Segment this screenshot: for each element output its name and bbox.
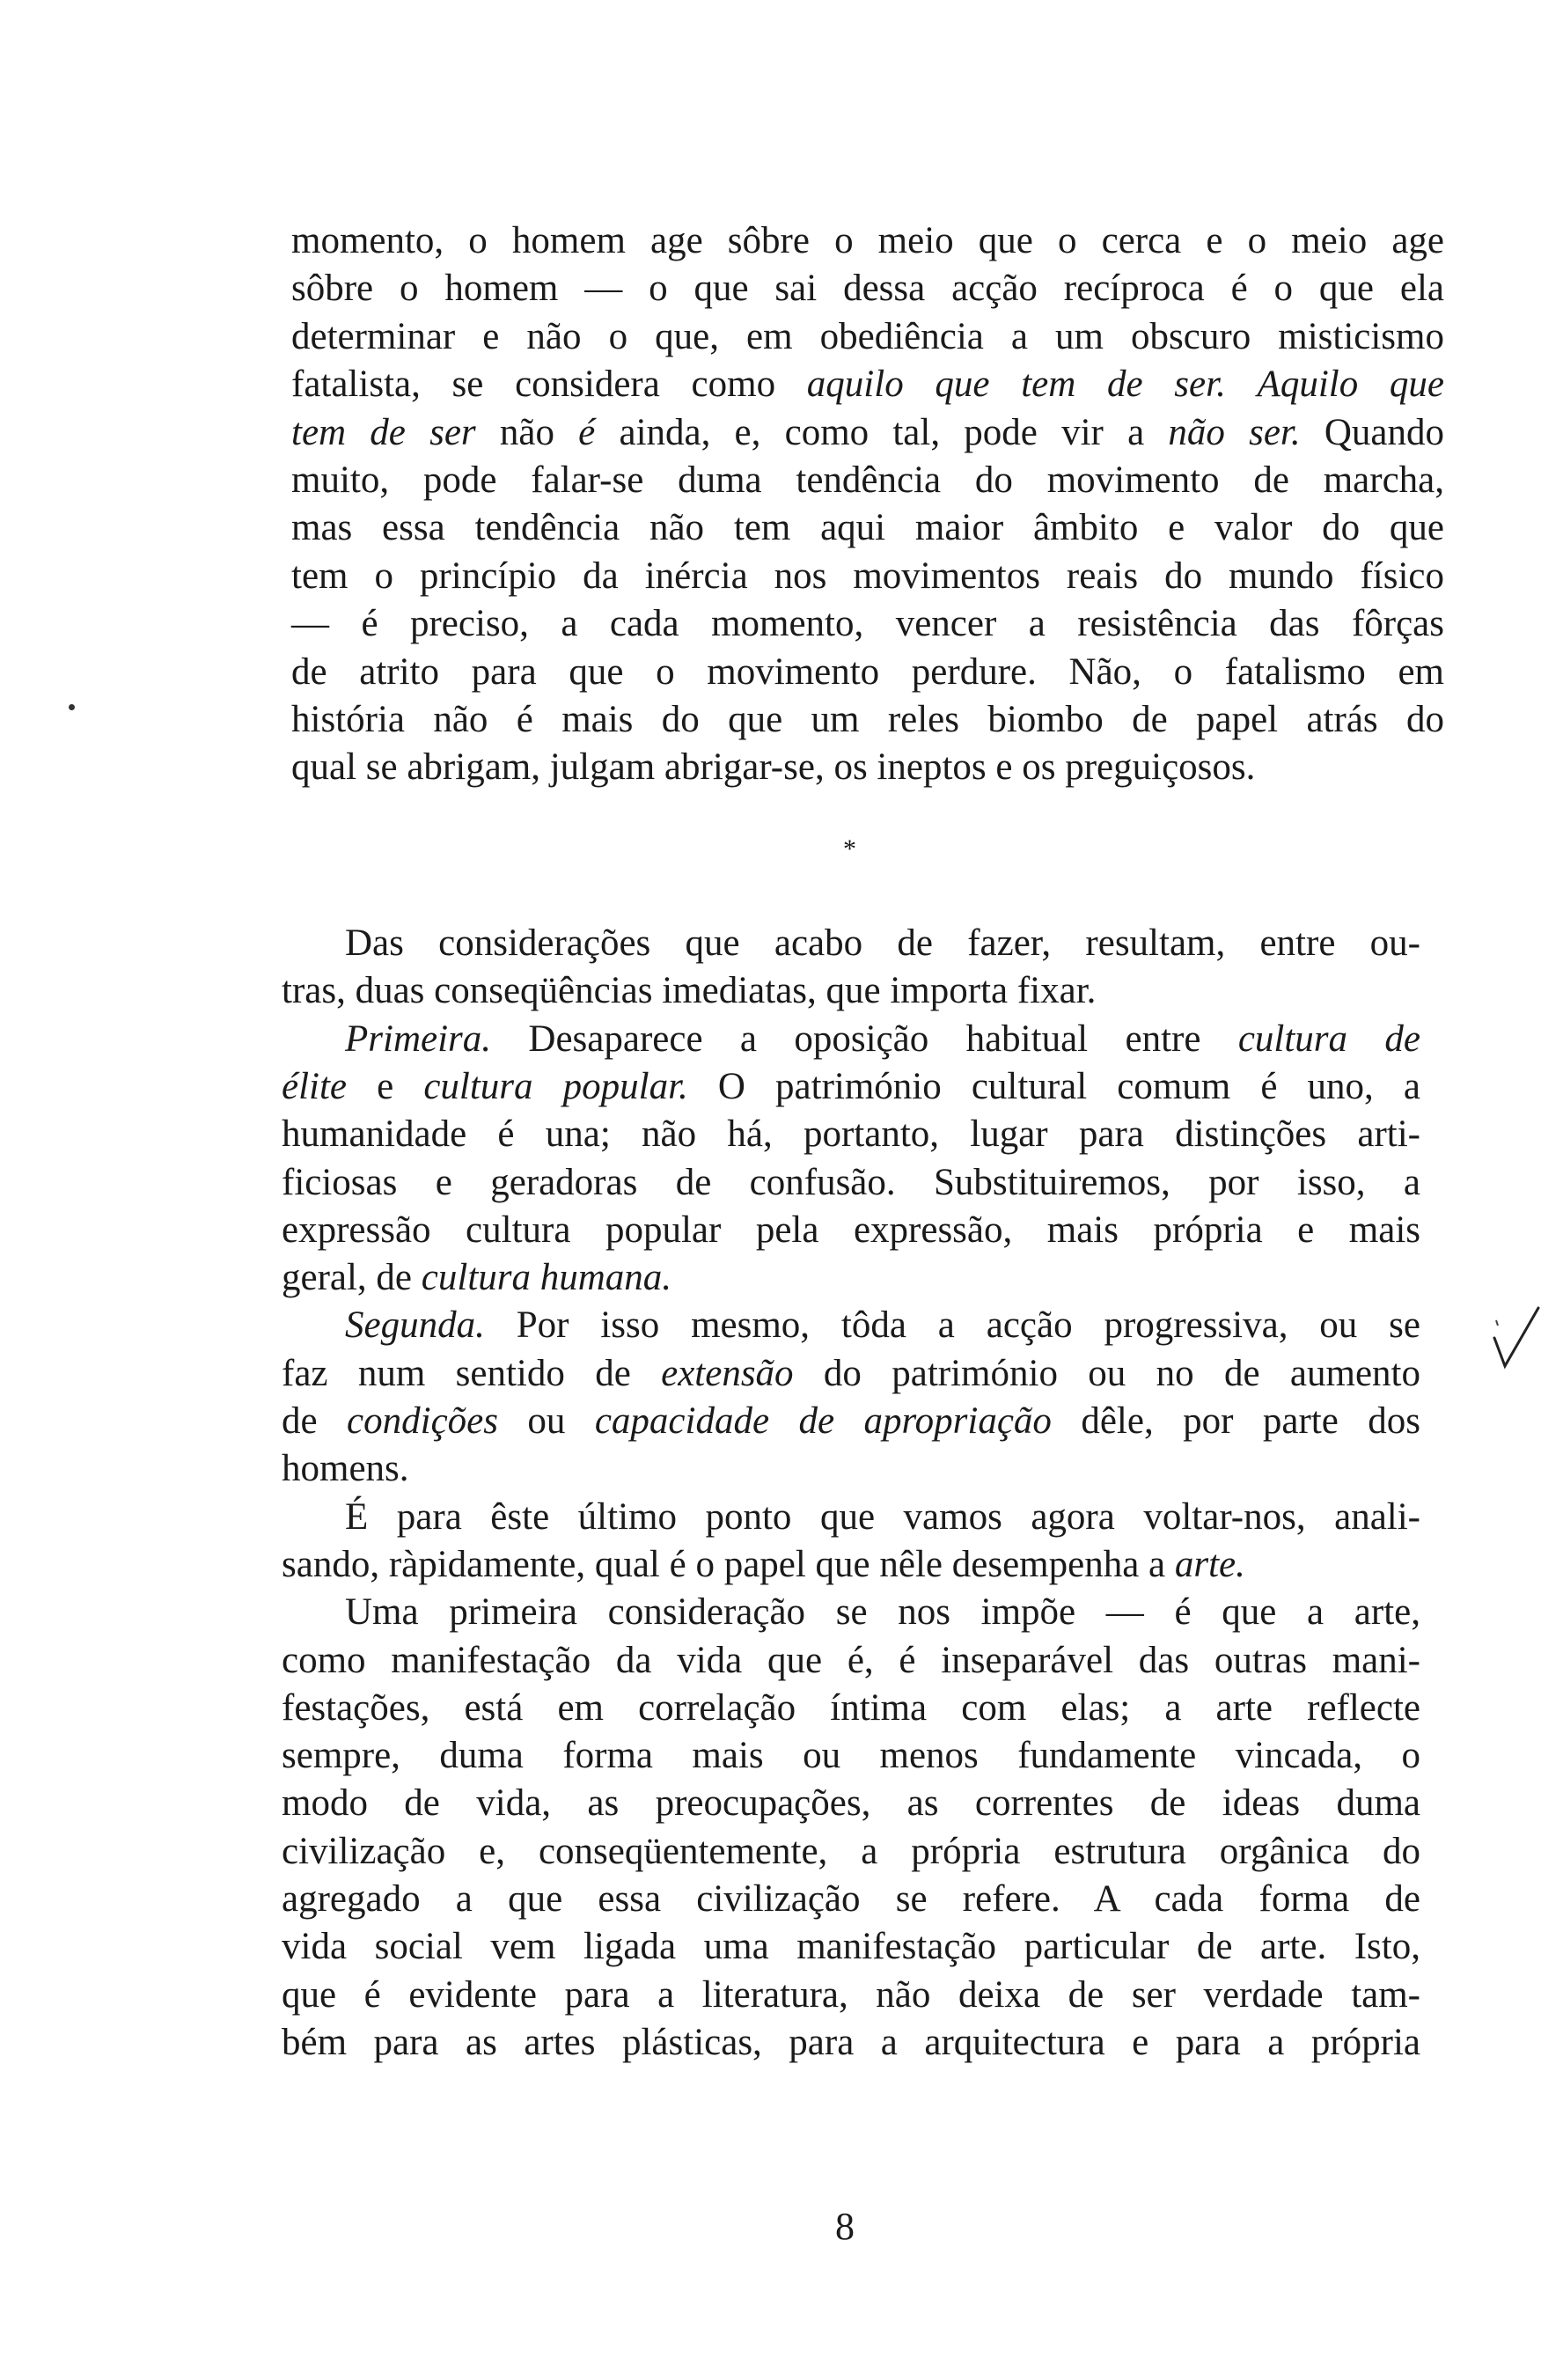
text-line: civilização e, conseqüentemente, a própria estrutura orgânica do <box>282 1830 1420 1872</box>
text-line: — é preciso, a cada momento, vencer a resistência das fôrças <box>291 603 1444 645</box>
page-number: 8 <box>835 2205 855 2248</box>
text-line: sôbre o homem — o que sai dessa acção recíproca é o que ela <box>291 268 1444 310</box>
italic-phrase: Primeira. <box>345 1017 492 1060</box>
section-separator: * <box>843 834 856 863</box>
text-line: modo de vida, as preocupações, as correntes de ideas duma <box>282 1782 1420 1825</box>
italic-phrase: cultura de <box>1237 1017 1420 1060</box>
text-line: ficiosas e geradoras de confusão. Substituiremos, por isso, a <box>282 1161 1420 1203</box>
text-line: sempre, duma forma mais ou menos fundamente vincada, o <box>282 1735 1420 1777</box>
text-line: geral, de cultura humana. <box>282 1257 672 1299</box>
text-line: tem de ser não é ainda, e, como tal, pode vir a não ser. Quando <box>291 411 1444 453</box>
italic-phrase: cultura popular. <box>423 1065 688 1107</box>
italic-phrase: arte. <box>1174 1543 1245 1585</box>
margin-dot-mark <box>69 704 75 710</box>
text-line: como manifestação da vida que é, é inseparável das outras mani- <box>282 1639 1420 1681</box>
text-line: Segunda. Por isso mesmo, tôda a acção progressiva, ou se <box>345 1304 1420 1347</box>
text-line: homens. <box>282 1448 409 1490</box>
text-line: festações, está em correlação íntima com elas; a arte reflecte <box>282 1686 1420 1729</box>
text-line: história não é mais do que um reles biombo de papel atrás do <box>291 699 1444 740</box>
italic-phrase: aquilo que tem de ser. <box>806 364 1226 406</box>
text-line: expressão cultura popular pela expressão, mais própria e mais <box>282 1208 1420 1251</box>
italic-phrase: cultura humana. <box>421 1257 672 1299</box>
italic-phrase: extensão <box>661 1352 794 1394</box>
text-line: fatalista, se considera como aquilo que tem de ser. Aquilo que <box>291 364 1445 406</box>
text-line: de atrito para que o movimento perdure. Não, o fatalismo em <box>291 650 1444 693</box>
text-line: É para êste último ponto que vamos agora voltar-nos, anali- <box>345 1495 1420 1538</box>
text-line: muito, pode falar-se duma tendência do movimento de marcha, <box>291 459 1444 501</box>
italic-phrase: condições <box>347 1400 498 1442</box>
italic-phrase: élite <box>282 1065 348 1107</box>
italic-phrase: Segunda. <box>345 1304 485 1347</box>
text-line: faz num sentido de extensão do património ou no de aumento <box>282 1352 1420 1394</box>
italic-phrase: capacidade de apropriação <box>594 1400 1052 1442</box>
text-line: determinar e não o que, em obediência a um obscuro misticismo <box>291 315 1444 357</box>
text-line: tem o princípio da inércia nos movimentos reais do mundo físico <box>291 555 1444 597</box>
text-line: que é evidente para a literatura, não deixa de ser verdade tam- <box>282 1973 1420 2016</box>
text-line: humanidade é una; não há, portanto, lugar para distinções arti- <box>282 1113 1420 1156</box>
text-line: Das considerações que acabo de fazer, resultam, entre ou- <box>345 922 1420 964</box>
text-line: mas essa tendência não tem aqui maior âmbito e valor do que <box>291 507 1444 549</box>
text-line: Primeira. Desaparece a oposição habitual entre cultura de <box>345 1017 1420 1060</box>
text-line: vida social vem ligada uma manifestação particular de arte. Isto, <box>282 1926 1420 1968</box>
italic-phrase: é <box>578 411 596 453</box>
text-line: qual se abrigam, julgam abrigar-se, os ineptos e os preguiçosos. <box>291 746 1256 789</box>
italic-phrase: não ser. <box>1168 411 1301 453</box>
text-line: sando, ràpidamente, qual é o papel que nêle desempenha a arte. <box>282 1543 1245 1585</box>
margin-check-mark <box>1487 1303 1549 1373</box>
italic-phrase: tem de ser <box>291 411 476 453</box>
text-line: tras, duas conseqüências imediatas, que importa fixar. <box>282 970 1097 1012</box>
text-line: élite e cultura popular. O património cultural comum é uno, a <box>282 1065 1420 1107</box>
text-line: de condições ou capacidade de apropriação dêle, por parte dos <box>282 1400 1421 1442</box>
italic-phrase: Aquilo que <box>1257 364 1445 406</box>
text-line: Uma primeira consideração se nos impõe — é que a arte, <box>345 1591 1420 1634</box>
text-line: agregado a que essa civilização se refere. A cada forma de <box>282 1878 1420 1920</box>
text-line: momento, o homem age sôbre o meio que o cerca e o meio age <box>291 220 1444 261</box>
text-line: bém para as artes plásticas, para a arquitectura e para a própria <box>282 2021 1420 2063</box>
